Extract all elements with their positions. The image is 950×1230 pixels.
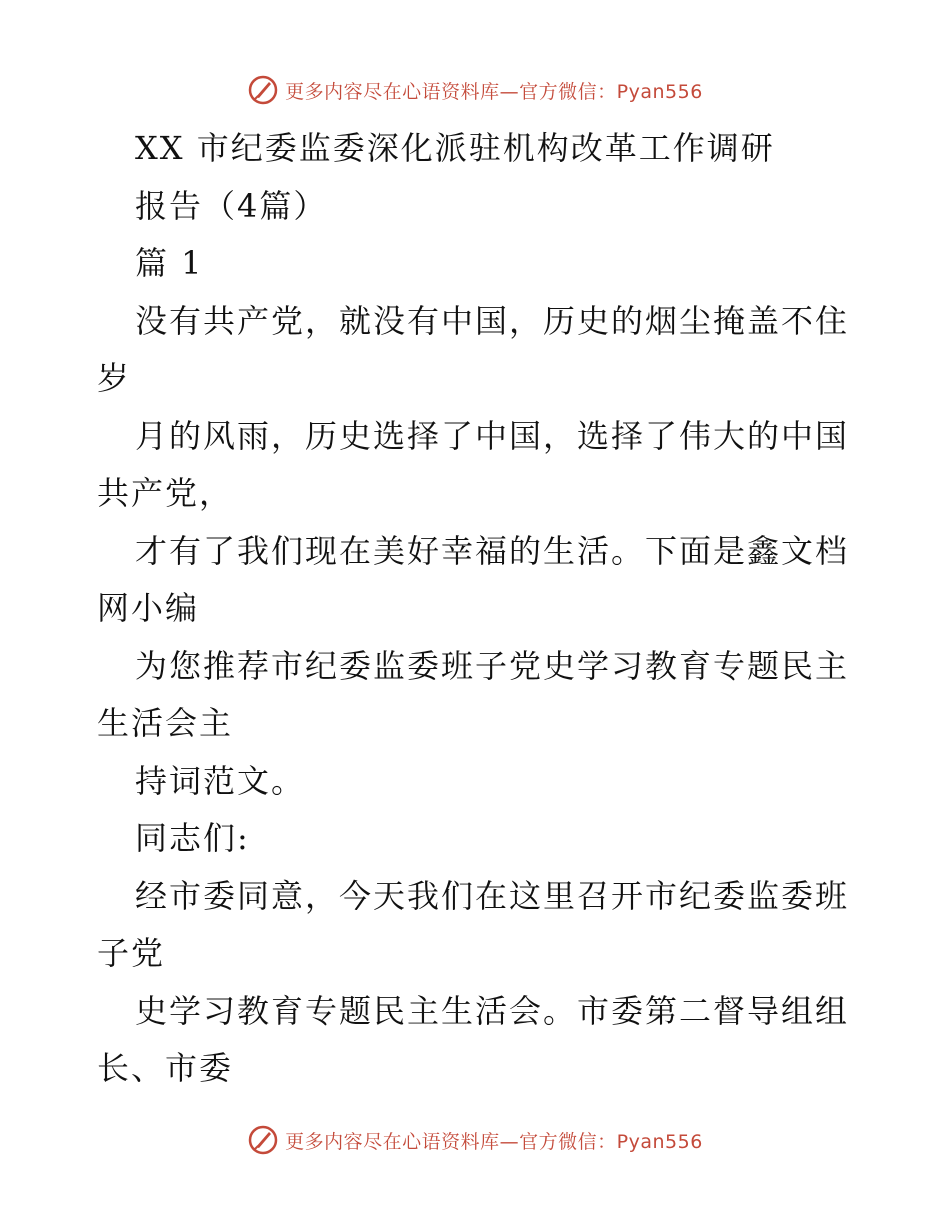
footer-watermark xyxy=(0,1120,950,1160)
text-line: 没有共产党，就没有中国，历史的烟尘掩盖不住 xyxy=(135,301,850,340)
text-line: 生活会主 xyxy=(97,704,234,742)
header-watermark xyxy=(0,70,950,110)
text-line: 月的风雨，历史选择了中国，选择了伟大的中国 xyxy=(135,416,850,455)
text-line: 子党 xyxy=(97,934,166,972)
text-line: 岁 xyxy=(97,359,132,397)
text-line: 持词范文。 xyxy=(135,761,306,800)
text-line: 网小编 xyxy=(97,589,200,627)
text-line: XX 市纪委监委深化派驻机构改革工作调研 xyxy=(135,129,775,167)
text-line: 报告（4篇） xyxy=(135,186,328,225)
text-line: 为您推荐市纪委监委班子党史学习教育专题民主 xyxy=(135,646,850,685)
document-body xyxy=(97,120,857,1098)
watermark-text: 更多内容尽在心语资料库—官方微信：Pyan556 xyxy=(285,1130,703,1153)
text-line: 同志们: xyxy=(135,819,250,857)
quill-logo-icon xyxy=(247,1124,279,1156)
text-line: 篇 1 xyxy=(135,244,204,282)
watermark-text: 更多内容尽在心语资料库—官方微信：Pyan556 xyxy=(285,80,703,103)
text-line: 史学习教育专题民主生活会。市委第二督导组组 xyxy=(135,991,850,1030)
text-line: 共产党， xyxy=(97,474,234,512)
text-line: 经市委同意，今天我们在这里召开市纪委监委班 xyxy=(135,876,850,915)
text-line: 才有了我们现在美好幸福的生活。下面是鑫文档 xyxy=(135,531,850,570)
quill-logo-icon xyxy=(247,74,279,106)
text-line: 长、市委 xyxy=(97,1049,234,1087)
